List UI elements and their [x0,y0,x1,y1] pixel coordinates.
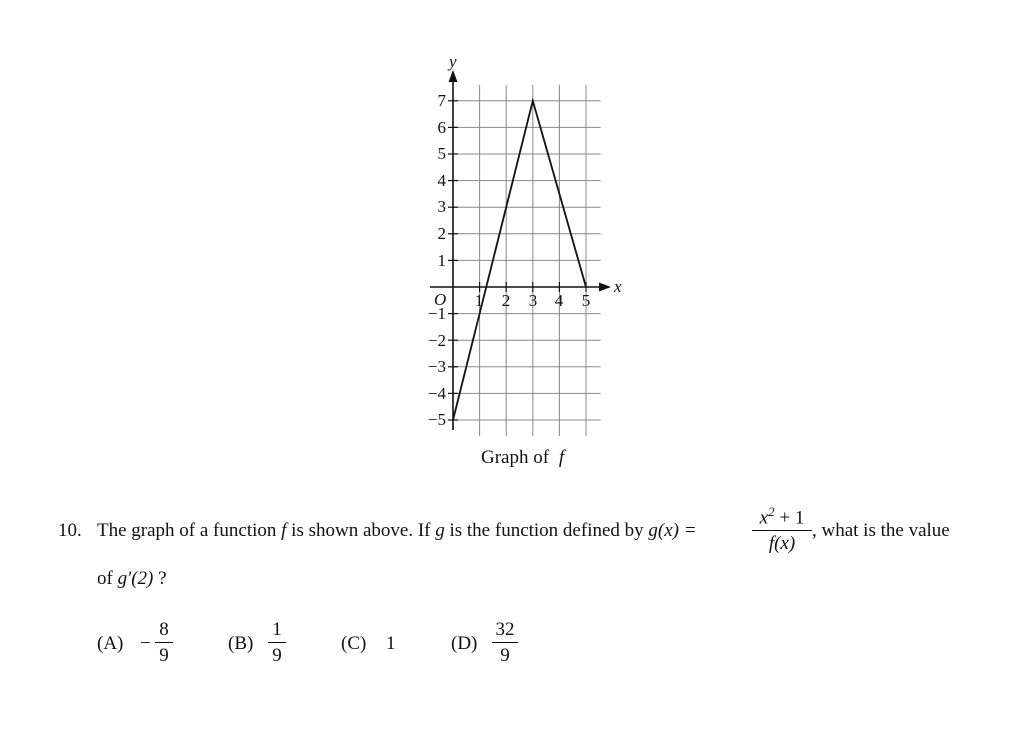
g-prime-of-2: g′(2) [117,568,154,589]
fraction-bar [492,642,518,643]
x-tick-label: 2 [501,291,511,310]
y-tick-label: 4 [437,171,446,190]
question-text-3: is the function defined by [449,520,644,541]
y-tick-label: 7 [437,91,446,110]
choice-a-fraction [155,620,173,665]
question-number: 10. [58,520,82,541]
question-line-2 [97,568,167,590]
y-tick-label: 2 [437,224,446,243]
x-axis-label: x [614,277,622,296]
y-tick-label: 5 [437,144,446,163]
choice-a-sign: − [140,633,151,654]
fraction-bar [268,642,286,643]
origin-label: O [434,290,447,309]
graph-caption-symbol: f [558,447,565,468]
fraction-bar [752,530,812,531]
x-tick-label: 4 [554,291,564,310]
question-text-1: The graph of a function [97,520,277,541]
x-tick-label: 3 [528,291,538,310]
fraction-denominator: f(x) [768,533,796,555]
choice-b-numerator: 1 [272,619,282,640]
symbol-f: f [281,520,287,541]
function-g-of-x: g(x) = [648,520,697,541]
choice-d-fraction [492,620,518,665]
choice-b-denominator: 9 [272,645,282,666]
choice-c-label: (C) [341,633,367,654]
y-tick-label: −5 [427,410,446,429]
graph-caption-text: Graph of [481,447,550,468]
choice-d-denominator: 9 [500,645,510,666]
g-fraction [752,505,812,553]
choice-b-fraction [268,620,286,665]
y-tick-label: −4 [427,384,446,403]
y-axis-arrowhead [449,70,458,82]
question-line2-prefix: of [97,568,113,589]
fraction-numerator: $x^2 + 1$ [759,504,805,529]
y-axis-label: y [449,52,457,71]
x-axis-arrowhead [599,283,611,292]
y-tick-label: −1 [427,304,446,323]
choice-a-numerator: 8 [159,619,169,640]
symbol-g: g [435,520,445,541]
choice-a-label: (A) [97,633,124,654]
choice-c-value: 1 [386,633,396,654]
y-tick-label: 3 [437,197,446,216]
x-tick-label: 1 [474,291,484,310]
axes [427,70,611,430]
question-line-1 [97,520,697,542]
graph-caption [481,447,567,468]
question-text-4: , what is the value [812,520,950,541]
choice-a-denominator: 9 [159,645,169,666]
choice-d-numerator: 32 [495,619,515,640]
y-tick-label: 6 [437,118,446,137]
question-mark: ? [153,568,167,589]
fraction-bar [155,642,173,643]
y-tick-label: 1 [437,251,446,270]
choice-d-label: (D) [451,633,478,654]
y-tick-label: −3 [427,357,446,376]
x-tick-label: 5 [581,291,591,310]
choice-b-label: (B) [228,633,254,654]
question-text-2: is shown above. If [291,520,431,541]
y-tick-label: −2 [427,331,446,350]
